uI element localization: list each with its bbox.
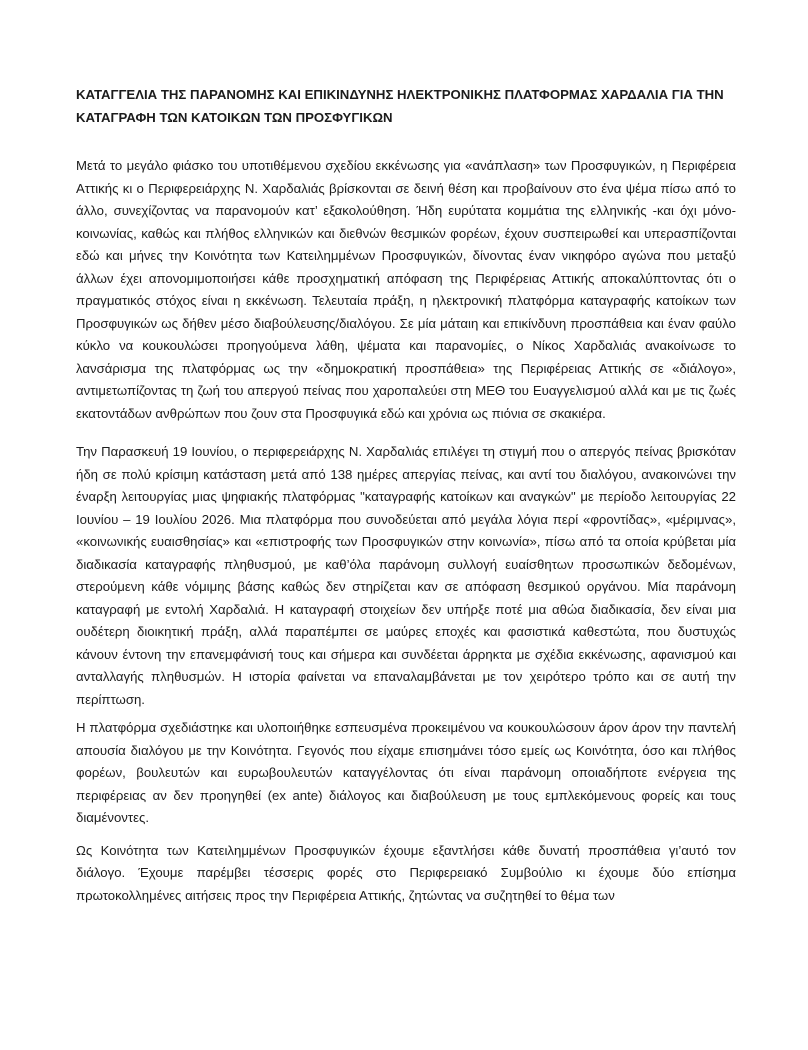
paragraph-1: Μετά το μεγάλο φιάσκο του υποτιθέμενου σχεδίου εκκένωσης για «ανάπλαση» των Προσφυγικών, η Περιφέρεια Αττικής κι ο Περιφερειάρχης Ν. Χαρδαλιάς βρίσκονται σε δεινή θέση και προβαίνουν στο ένα ψέμα πίσω από το άλλο, συνεχίζοντας να παρανομούν κατ’ εξακολούθηση. Ήδη ευρύτατα κομμάτια της ελληνικής -και όχι μόνο- κοινωνίας, καθώς και πλήθος ελληνικών και διεθνών θεσμικών φορέων, έχουν συσπειρωθεί και υπερασπίζονται εδώ και μήνες την Κοινότητα των Κατειλημμένων Προσφυγικών, δίνοντας έναν νικηφόρο αγώνα που μεταξύ άλλων έχει απονομιμοποιήσει κάθε προσχηματική απόφαση της Περιφέρειας Αττικής αποκαλύπτοντας ότι ο πραγματικός στόχος είναι η εκκένωση. Τελευταία πράξη, η ηλεκτρονική πλατφόρμα καταγραφής κατοίκων των Προσφυγικών ως δήθεν μέσο διαβούλευσης/διαλόγου. Σε μία μάταιη και επικίνδυνη προσπάθεια και έναν φαύλο κύκλο να κουκουλώσει προηγούμενα λάθη, ψέματα και παρανομίες, ο Νίκος Χαρδαλιάς ανακοίνωσε το λανσάρισμα της πλατφόρμας ως την «δημοκρατική προσπάθεια» της Περιφέρειας Αττικής σε «διάλογο», αντιμετωπίζοντας τη ζωή του απεργού πείνας που χαροπαλεύει στη ΜΕΘ του Ευαγγελισμού αλλά και με τις ζωές εκατοντάδων ανθρώπων που ζουν στα Προσφυγικά εδώ και χρόνια ως πιόνια σε σκακιέρα. (76, 158, 736, 421)
paragraph-4: Ως Κοινότητα των Κατειλημμένων Προσφυγικών έχουμε εξαντλήσει κάθε δυνατή προσπάθεια γι’αυτό τον διάλογο. Έχουμε παρέμβει τέσσερις φορές στο Περιφερειακό Συμβούλιο κι έχουμε δύο επίσημα πρωτοκολλημένες αιτήσεις προς την Περιφέρεια Αττικής, ζητώντας να συζητηθεί το θέμα των (76, 842, 736, 903)
paragraph-3: Η πλατφόρμα σχεδιάστηκε και υλοποιήθηκε εσπευσμένα προκειμένου να κουκουλώσουν άρον άρον την παντελή απουσία διαλόγου με την Κοινότητα. Γεγονός που είχαμε επισημάνει τόσο εμείς ως Κοινότητα, όσο και πλήθος φορέων, βουλευτών και ευρωβουλευτών καταγγέλοντας ότι είναι παράνομη οποιαδήποτε ενέργεια της περιφέρειας αν δεν προηγηθεί (ex ante) διάλογος και διαβούλευση με τους εμπλεκόμενους φορείς και τους διαμένοντες. (76, 720, 736, 825)
document-title: ΚΑΤΑΓΓΕΛΙΑ ΤΗΣ ΠΑΡΑΝΟΜΗΣ ΚΑΙ ΕΠΙΚΙΝΔΥΝΗΣ ΗΛΕΚΤΡΟΝΙΚΗΣ ΠΛΑΤΦΟΡΜΑΣ ΧΑΡΔΑΛΙΑ ΓΙΑ ΤΗΝ ΚΑΤΑΓΡΑΦΗ ΤΩΝ ΚΑΤΟΙΚΩΝ ΤΩΝ ΠΡΟΣΦΥΓΙΚΩΝ (76, 87, 724, 125)
document-page (76, 83, 736, 907)
paragraph-2: Την Παρασκευή 19 Ιουνίου, ο περιφερειάρχης Ν. Χαρδαλιάς επιλέγει τη στιγμή που ο απεργός πείνας βρισκόταν ήδη σε πολύ κρίσιμη κατάσταση μετά από 138 ημέρες απεργίας πείνας, και αντί του διαλόγου, ανακοινώνει την έναρξη λειτουργίας μιας ψηφιακής πλατφόρμας "καταγραφής κατοίκων και αναγκών" με περίοδο λειτουργίας 22 Ιουνίου – 19 Ιουλίου 2026. Μια πλατφόρμα που συνοδεύεται από μεγάλα λόγια περί «φροντίδας», «μέριμνας», «κοινωνικής ευαισθησίας» και «επιστροφής των Προσφυγικών στην κοινωνία», πίσω από τα οποία κρύβεται μία διαδικασία καταγραφής πληθυσμού, με καθ’όλα παράνομη συλλογή ευαίσθητων προσωπικών δεδομένων, στερούμενη κάθε νόμιμης βάσης καθώς δεν στηρίζεται καν σε απόφαση θεσμικού οργάνου. Μία παράνομη καταγραφή με εντολή Χαρδαλιά. Η καταγραφή στοιχείων δεν υπήρξε ποτέ μια αθώα διαδικασία, δεν είναι μια ουδέτερη διοικητική πράξη, αλλά παραπέμπει σε μαύρες εποχές και φασιστικά καθεστώτα, που δυστυχώς κάνουν έντονη την επανεμφάνισή τους και σήμερα και συνδέεται άρρηκτα με σχέδια εκκένωσης, αφανισμού και ανταλλαγής πληθυσμών. Η ιστορία φαίνεται να επαναλαμβάνεται με τον χειρότερο τρόπο και σε αυτή την περίπτωση. (76, 444, 736, 707)
